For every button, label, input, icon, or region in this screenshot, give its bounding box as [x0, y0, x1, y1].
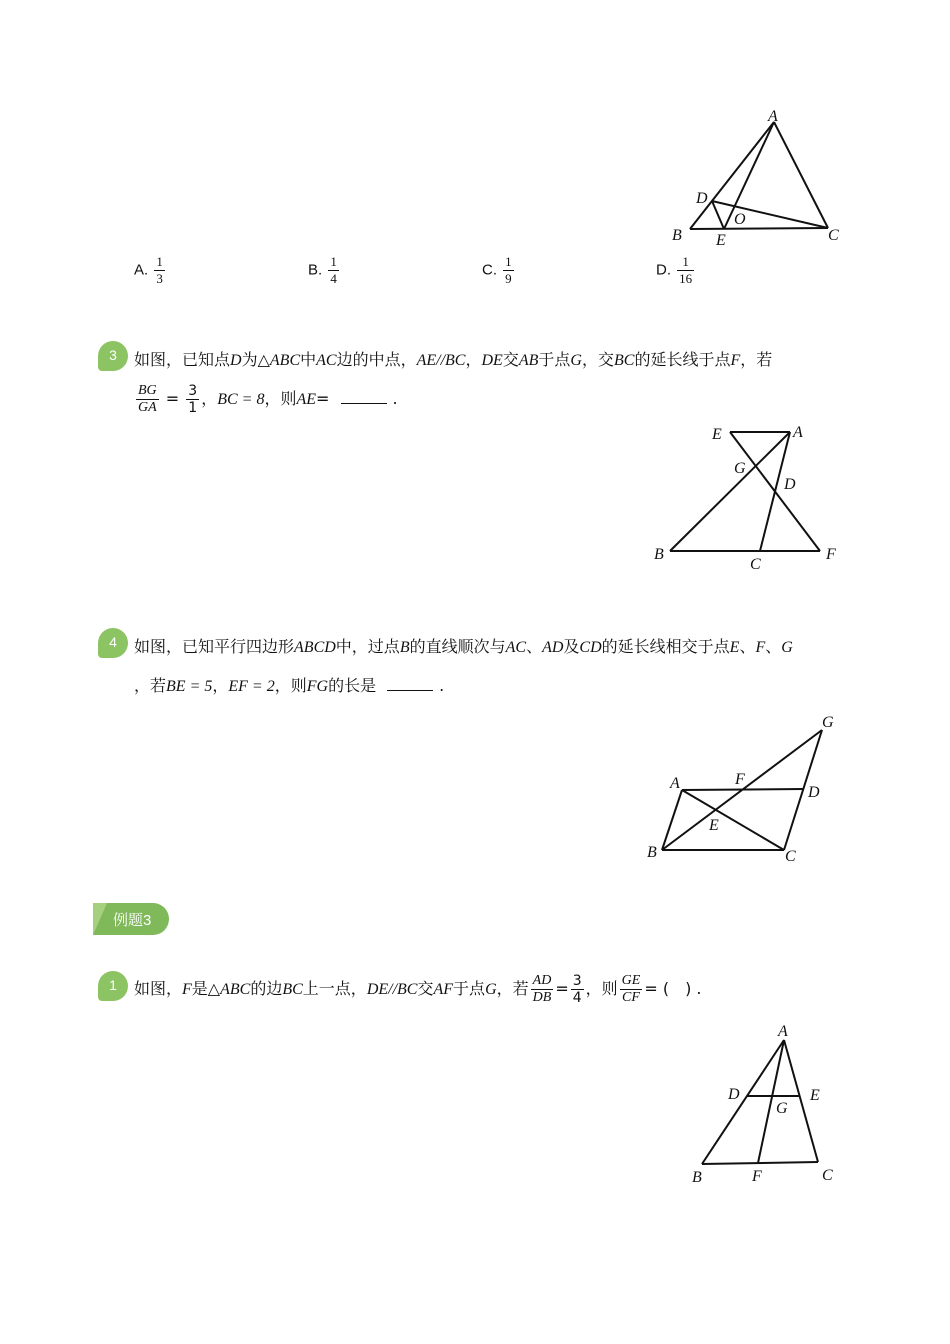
q2-seg-AC: [774, 122, 828, 228]
ex1-label-E: E: [810, 1087, 820, 1104]
q3-answer-blank[interactable]: [341, 391, 387, 404]
q3-line2: $\frac{BG}{GA}$ = $\frac{3}{1}$ ，BC = 8，则AE= .: [138, 383, 398, 416]
q2-figure: [660, 100, 850, 250]
q2-label-O: O: [734, 211, 746, 228]
q2-label-D: D: [696, 190, 708, 207]
ex1-label-C: C: [822, 1167, 833, 1184]
example-banner: [93, 903, 169, 935]
q2-option-a[interactable]: A. $\frac{1}{3}$: [134, 254, 163, 286]
q4-line2: ，若BE = 5，EF = 2，则FG的长是 .: [134, 676, 445, 695]
q2-label-A: A: [768, 108, 778, 125]
ex1-line1: 如图，F是△ABC的边BC上一点，DE//BC交AF于点G，若 $\frac{AD}{DB}$ = $\frac{3}{4}$ ，则 $\frac{GE}{CF}$ = ( ) .: [134, 973, 702, 1006]
q3-seg-EF: [730, 432, 820, 551]
q4-line1: 如图，已知平行四边形ABCD中，过点B的直线顺次与AC、AD及CD的延长线相交于点E、F、G: [134, 637, 793, 656]
q2-option-b[interactable]: B. $\frac{1}{4}$: [308, 254, 337, 286]
q2-seg-BC: [690, 228, 828, 229]
ex1-number-badge: 1: [98, 971, 128, 1001]
ex1-figure: [680, 1018, 850, 1190]
ex1-seg-BC: [702, 1162, 818, 1164]
q4-label-B: B: [647, 844, 657, 861]
ex1-label-A: A: [778, 1023, 788, 1040]
q3-label-F: F: [826, 546, 836, 563]
q2-label-E: E: [716, 232, 726, 249]
q3-label-B: B: [654, 546, 664, 563]
q4-label-G: G: [822, 714, 834, 731]
q4-figure: [640, 706, 845, 866]
q4-seg-AB: [662, 790, 682, 850]
q4-label-D: D: [808, 784, 820, 801]
q4-answer-blank[interactable]: [387, 678, 433, 691]
q3-line1: 如图，已知点D为△ABC中AC边的中点，AE//BC，DE交AB于点G，交BC的延长线于点F，若: [134, 350, 773, 369]
q3-seg-AB: [670, 432, 790, 551]
ex1-label-D: D: [728, 1086, 740, 1103]
q2-label-B: B: [672, 227, 682, 244]
q2-option-d[interactable]: D. $\frac{1}{16}$: [656, 254, 693, 286]
q4-label-F: F: [735, 771, 745, 788]
q2-option-c[interactable]: C. $\frac{1}{9}$: [482, 254, 512, 286]
ex1-label-G: G: [776, 1100, 788, 1117]
q4-label-A: A: [670, 775, 680, 792]
q3-number-badge: 3: [98, 341, 128, 371]
q2-label-C: C: [828, 227, 839, 244]
q3-figure: [648, 418, 848, 578]
q3-label-D: D: [784, 476, 796, 493]
q3-label-A: A: [793, 424, 803, 441]
q3-label-C: C: [750, 556, 761, 573]
q3-label-G: G: [734, 460, 746, 477]
example-banner-label: 例题3: [113, 912, 152, 929]
q4-label-E: E: [709, 817, 719, 834]
q3-label-E: E: [712, 426, 722, 443]
q4-label-C: C: [785, 848, 796, 865]
q2-seg-DC: [712, 201, 828, 228]
ex1-label-F: F: [752, 1168, 762, 1185]
ex1-label-B: B: [692, 1169, 702, 1186]
q4-number-badge: 4: [98, 628, 128, 658]
q4-seg-AC: [682, 790, 784, 850]
q2-seg-DE: [712, 201, 724, 229]
